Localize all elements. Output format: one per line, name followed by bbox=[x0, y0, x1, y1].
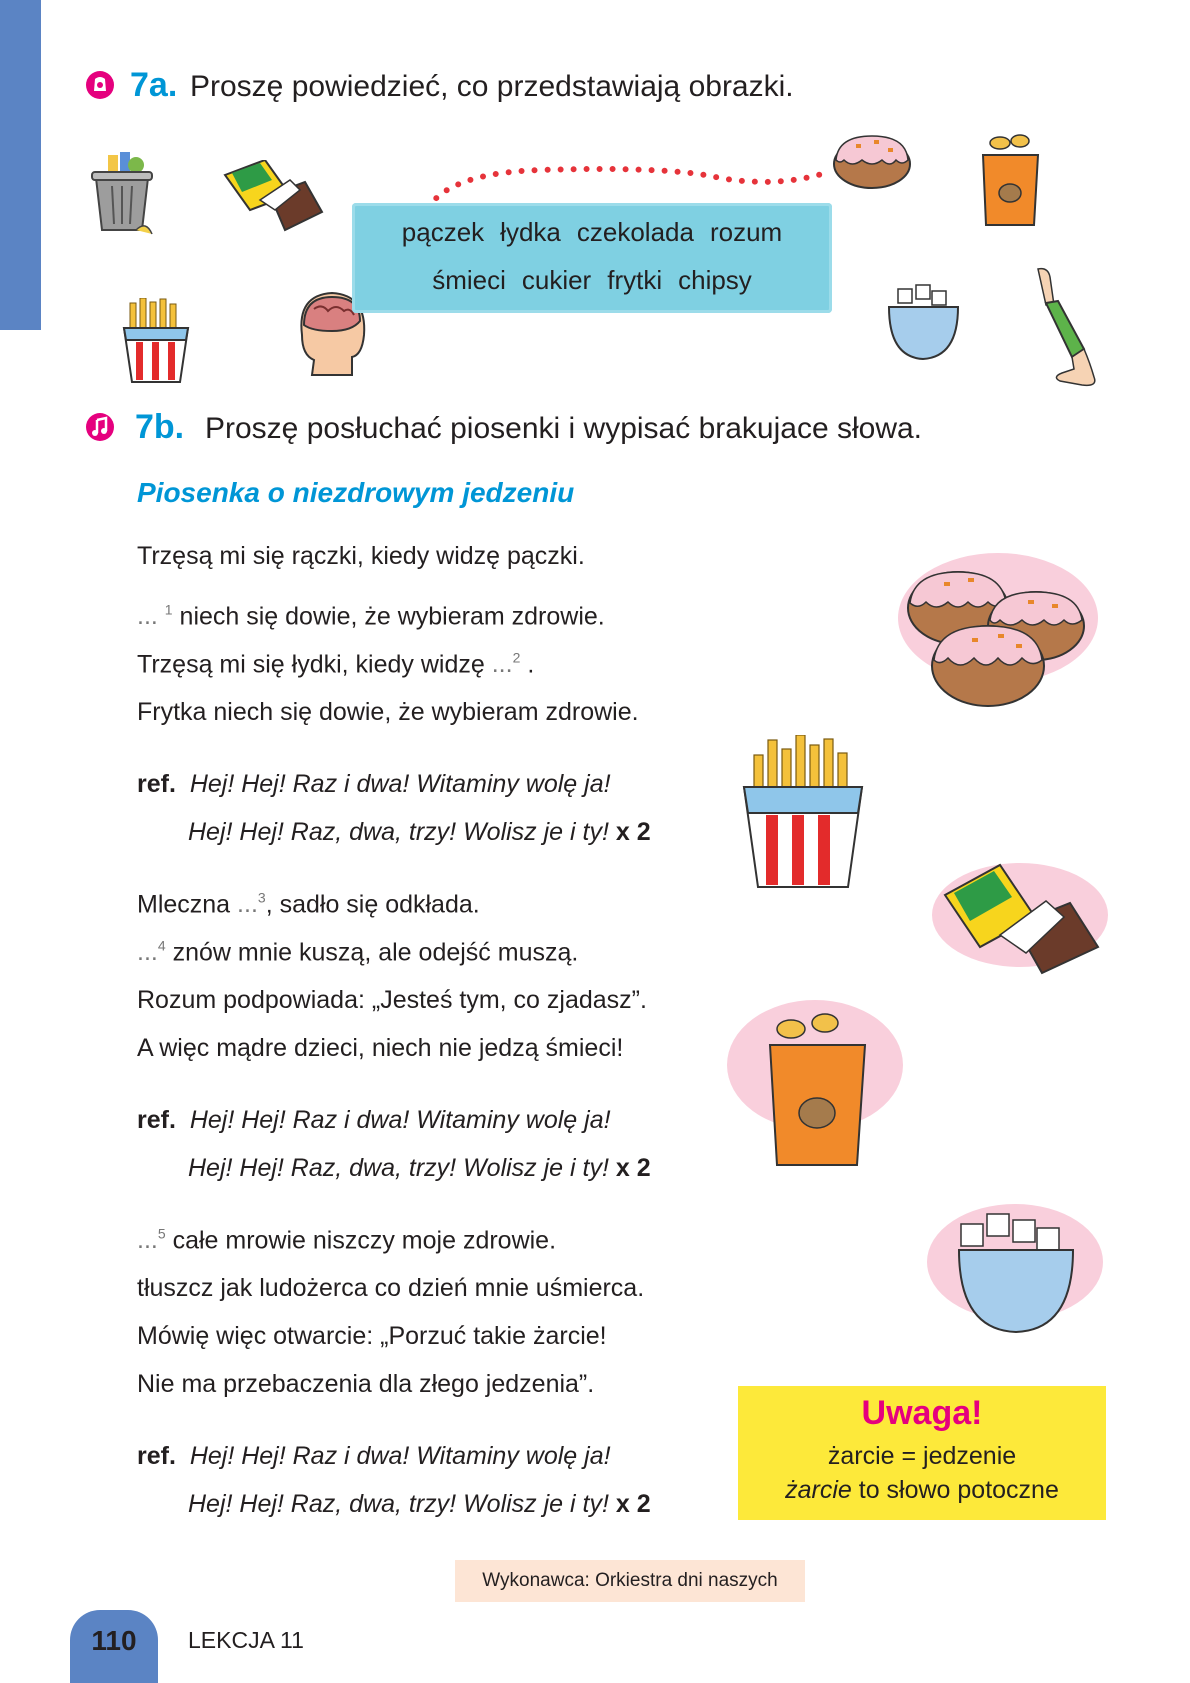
verse3-line4: Nie ma przebaczenia dla złego jedzenia”. bbox=[137, 1370, 595, 1398]
chocolate-large-icon bbox=[930, 855, 1110, 985]
trash-can-icon bbox=[88, 150, 158, 240]
note-box bbox=[738, 1386, 1106, 1520]
verse3-line2: tłuszcz jak ludożerca co dzień mnie uśmierca. bbox=[137, 1274, 645, 1302]
word-cukier: cukier bbox=[521, 265, 592, 295]
word-lydka: łydka bbox=[500, 217, 561, 247]
word-chipsy: chipsy bbox=[678, 265, 752, 295]
performer-credit: Wykonawca: Orkiestra dni naszych bbox=[455, 1560, 805, 1602]
music-note-icon bbox=[86, 413, 114, 441]
verse2-line1: Mleczna ...$^3$, sadło się odkłada. bbox=[137, 890, 480, 919]
gap-4[interactable]: ...$^4$ bbox=[137, 938, 166, 967]
note-title: Uwaga! bbox=[861, 1394, 983, 1432]
note-line1: żarcie = jedzenie bbox=[827, 1442, 1017, 1470]
exercise-7b-instruction: Proszę posłuchać piosenki i wypisać brakujace słowa. bbox=[205, 412, 923, 445]
lesson-label: LEKCJA 11 bbox=[188, 1627, 304, 1653]
verse2-line4: A więc mądre dzieci, niech nie jedzą śmieci! bbox=[137, 1034, 624, 1062]
verse1-line4: Frytka niech się dowie, że wybieram zdrowie. bbox=[137, 698, 639, 726]
speech-icon bbox=[86, 71, 114, 99]
verse1-line2: ... $^1$ niech się dowie, że wybieram zdrowie. bbox=[137, 602, 605, 631]
leg-icon bbox=[1032, 265, 1107, 390]
exercise-7a-number: 7a. bbox=[130, 66, 178, 104]
refrain2-line1: ref. Hej! Hej! Raz i dwa! Witaminy wolę ja! bbox=[137, 1106, 611, 1134]
word-frytki: frytki bbox=[607, 265, 663, 295]
song-title: Piosenka o niezdrowym jedzeniu bbox=[137, 477, 575, 508]
donut-icon bbox=[832, 130, 912, 190]
gap-3[interactable]: ...$^3$ bbox=[237, 890, 266, 919]
sugar-bowl-icon bbox=[886, 283, 961, 363]
word-row-1 bbox=[352, 217, 832, 248]
fries-large-icon bbox=[740, 735, 866, 890]
refrain3-line1: ref. Hej! Hej! Raz i dwa! Witaminy wolę ja! bbox=[137, 1442, 611, 1470]
gap-5[interactable]: ...$^5$ bbox=[137, 1226, 166, 1255]
refrain2-line2: Hej! Hej! Raz, dwa, trzy! Wolisz je i ty! x 2 bbox=[188, 1154, 651, 1182]
gap-2[interactable]: ...$^2$ bbox=[491, 650, 521, 679]
chips-icon bbox=[978, 133, 1043, 228]
verse3-line3: Mówię więc otwarcie: „Porzuć takie żarcie! bbox=[137, 1322, 607, 1350]
chips-large-icon bbox=[725, 995, 905, 1170]
verse3-line1: ...$^5$ całe mrowie niszczy moje zdrowie. bbox=[137, 1226, 557, 1255]
word-paczek: pączek bbox=[401, 217, 485, 247]
verse2-line3: Rozum podpowiada: „Jesteś tym, co zjadasz”. bbox=[137, 986, 647, 1014]
word-box bbox=[352, 203, 832, 313]
refrain1-line2: Hej! Hej! Raz, dwa, trzy! Wolisz je i ty! x 2 bbox=[188, 818, 651, 846]
fries-icon bbox=[118, 298, 194, 383]
exercise-7b-number: 7b. bbox=[135, 408, 185, 446]
verse1-line1: Trzęsą mi się rączki, kiedy widzę pączki. bbox=[137, 542, 585, 570]
page-number: 110 bbox=[70, 1610, 158, 1683]
word-rozum: rozum bbox=[709, 217, 783, 247]
chocolate-icon bbox=[220, 160, 325, 235]
verse2-line2: ...$^4$ znów mnie kuszą, ale odejść muszą. bbox=[137, 938, 579, 967]
donuts-icon bbox=[888, 548, 1098, 718]
word-smieci: śmieci bbox=[432, 265, 506, 295]
note-line2: żarcie to słowo potoczne bbox=[785, 1476, 1059, 1504]
refrain1-line1: ref. Hej! Hej! Raz i dwa! Witaminy wolę ja! bbox=[137, 770, 611, 798]
side-tab bbox=[0, 0, 41, 330]
word-row-2 bbox=[352, 265, 832, 296]
exercise-7a-instruction: Proszę powiedzieć, co przedstawiają obrazki. bbox=[190, 70, 794, 103]
sugar-bowl-large-icon bbox=[925, 1200, 1105, 1335]
refrain3-line2: Hej! Hej! Raz, dwa, trzy! Wolisz je i ty! x 2 bbox=[188, 1490, 651, 1518]
verse1-line3: Trzęsą mi się łydki, kiedy widzę ...$^2$ . bbox=[137, 650, 535, 679]
word-czekolada: czekolada bbox=[576, 217, 694, 247]
gap-1[interactable]: ... $^1$ bbox=[137, 602, 173, 631]
